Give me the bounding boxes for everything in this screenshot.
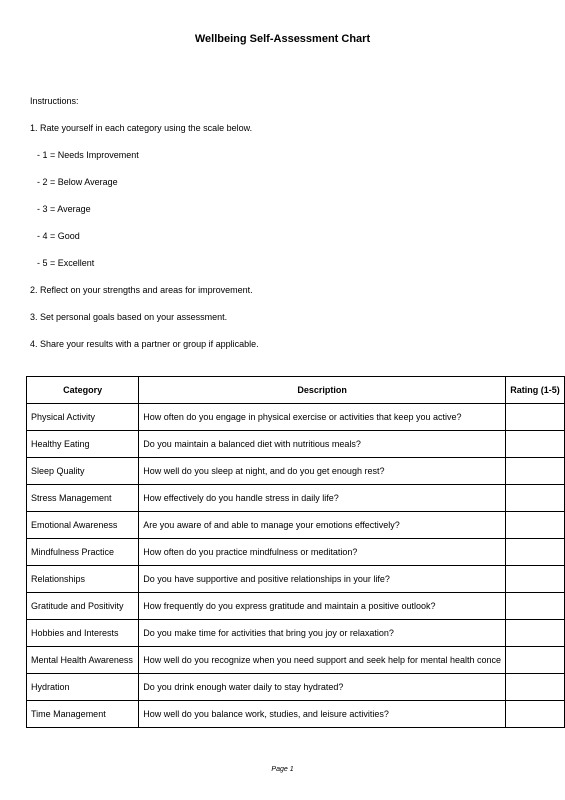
description-cell: How well do you recognize when you need support and seek help for mental health conce [139,647,506,674]
page-number: Page 1 [271,766,294,773]
rating-header: Rating (1-5) [506,377,565,404]
table-row [27,620,565,647]
table-row [27,647,565,674]
rating-cell[interactable] [506,647,565,674]
rating-cell[interactable] [506,458,565,485]
description-cell: Do you make time for activities that bring you joy or relaxation? [139,620,506,647]
category-cell: Gratitude and Positivity [27,593,139,620]
rating-cell[interactable] [506,674,565,701]
description-cell: How often do you practice mindfulness or meditation? [139,539,506,566]
category-cell: Physical Activity [27,404,139,431]
rating-cell[interactable] [506,701,565,728]
description-cell: How well do you balance work, studies, and leisure activities? [139,701,506,728]
description-cell: How well do you sleep at night, and do you get enough rest? [139,458,506,485]
table-row [27,593,565,620]
table-row [27,512,565,539]
description-cell: Do you have supportive and positive relationships in your life? [139,566,506,593]
scale-item: - 2 = Below Average [37,177,118,187]
category-cell: Hydration [27,674,139,701]
category-cell: Healthy Eating [27,431,139,458]
category-cell: Time Management [27,701,139,728]
table-row [27,458,565,485]
category-header: Category [27,377,139,404]
description-cell: How often do you engage in physical exercise or activities that keep you active? [139,404,506,431]
description-cell: How frequently do you express gratitude and maintain a positive outlook? [139,593,506,620]
table-row [27,566,565,593]
instructions-block [30,88,259,358]
scale-item: - 1 = Needs Improvement [37,150,139,160]
instruction-step: 1. Rate yourself in each category using the scale below. [30,123,253,133]
table-row [27,701,565,728]
table-header-row [27,377,565,404]
table-row [27,404,565,431]
category-cell: Sleep Quality [27,458,139,485]
scale-item: - 4 = Good [37,231,80,241]
rating-cell[interactable] [506,485,565,512]
table-row [27,674,565,701]
instruction-step: 3. Set personal goals based on your assessment. [30,312,228,322]
instruction-step: 4. Share your results with a partner or group if applicable. [30,339,259,349]
table-row [27,431,565,458]
table-row [27,485,565,512]
scale-item: - 5 = Excellent [37,258,95,268]
category-cell: Mental Health Awareness [27,647,139,674]
description-cell: Do you maintain a balanced diet with nutritious meals? [139,431,506,458]
page-title: Wellbeing Self-Assessment Chart [194,33,371,45]
rating-cell[interactable] [506,620,565,647]
assessment-table [26,376,565,728]
rating-cell[interactable] [506,512,565,539]
rating-cell[interactable] [506,431,565,458]
instruction-step: 2. Reflect on your strengths and areas for improvement. [30,285,253,295]
scale-item: - 3 = Average [37,204,91,214]
description-cell: Do you drink enough water daily to stay hydrated? [139,674,506,701]
description-header: Description [139,377,506,404]
rating-cell[interactable] [506,404,565,431]
category-cell: Emotional Awareness [27,512,139,539]
rating-cell[interactable] [506,539,565,566]
rating-cell[interactable] [506,566,565,593]
category-cell: Hobbies and Interests [27,620,139,647]
table-row [27,539,565,566]
category-cell: Mindfulness Practice [27,539,139,566]
description-cell: How effectively do you handle stress in daily life? [139,485,506,512]
description-cell: Are you aware of and able to manage your emotions effectively? [139,512,506,539]
rating-cell[interactable] [506,593,565,620]
category-cell: Stress Management [27,485,139,512]
category-cell: Relationships [27,566,139,593]
instructions-heading: Instructions: [30,96,79,106]
